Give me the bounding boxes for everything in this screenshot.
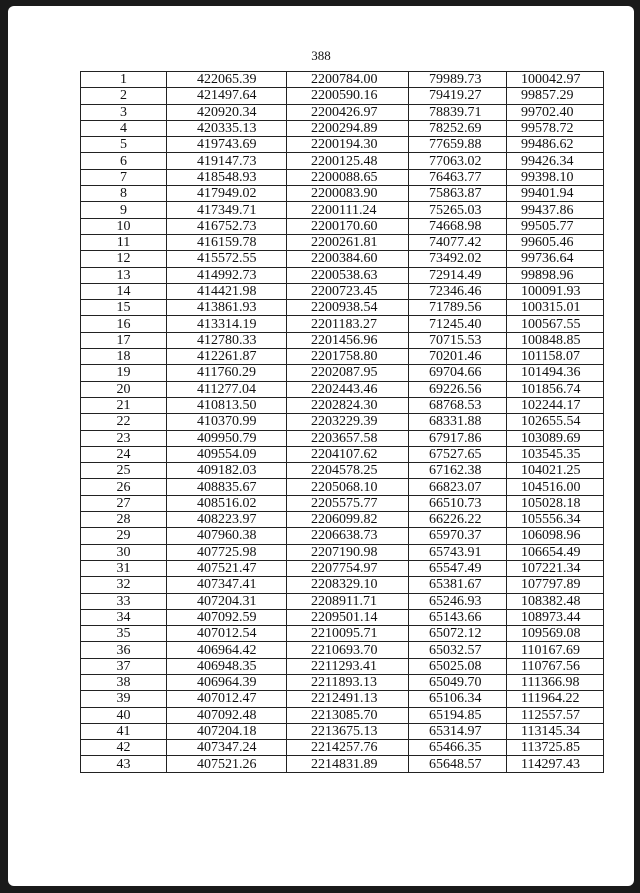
row-number-cell: 3: [81, 104, 167, 120]
value-cell: 99702.40: [507, 104, 604, 120]
value-cell: 69226.56: [409, 381, 507, 397]
table-row: [81, 446, 604, 462]
table-row: [81, 674, 604, 690]
row-number-cell: 31: [81, 560, 167, 576]
row-number-cell: 37: [81, 658, 167, 674]
table-row: [81, 88, 604, 104]
value-cell: 407725.98: [167, 544, 287, 560]
row-number-cell: 4: [81, 120, 167, 136]
table-row: [81, 691, 604, 707]
value-cell: 408835.67: [167, 479, 287, 495]
value-cell: 99505.77: [507, 218, 604, 234]
value-cell: 2200125.48: [287, 153, 409, 169]
row-number-cell: 11: [81, 234, 167, 250]
value-cell: 407204.31: [167, 593, 287, 609]
value-cell: 111964.22: [507, 691, 604, 707]
value-cell: 74077.42: [409, 234, 507, 250]
row-number-cell: 35: [81, 626, 167, 642]
value-cell: 65049.70: [409, 674, 507, 690]
value-cell: 65547.49: [409, 560, 507, 576]
table-row: [81, 707, 604, 723]
value-cell: 75863.87: [409, 186, 507, 202]
value-cell: 416752.73: [167, 218, 287, 234]
value-cell: 407521.26: [167, 756, 287, 772]
table-row: [81, 218, 604, 234]
value-cell: 70715.53: [409, 332, 507, 348]
value-cell: 112557.57: [507, 707, 604, 723]
value-cell: 79419.27: [409, 88, 507, 104]
table-row: [81, 430, 604, 446]
value-cell: 414992.73: [167, 267, 287, 283]
row-number-cell: 12: [81, 251, 167, 267]
value-cell: 2203657.58: [287, 430, 409, 446]
table-row: [81, 300, 604, 316]
value-cell: 102655.54: [507, 414, 604, 430]
value-cell: 99605.46: [507, 234, 604, 250]
value-cell: 103089.69: [507, 430, 604, 446]
value-cell: 2206638.73: [287, 528, 409, 544]
value-cell: 406964.39: [167, 674, 287, 690]
value-cell: 407347.24: [167, 740, 287, 756]
value-cell: 2200083.90: [287, 186, 409, 202]
row-number-cell: 20: [81, 381, 167, 397]
value-cell: 2200088.65: [287, 169, 409, 185]
value-cell: 412780.33: [167, 332, 287, 348]
value-cell: 99486.62: [507, 137, 604, 153]
value-cell: 66823.07: [409, 479, 507, 495]
value-cell: 78252.69: [409, 120, 507, 136]
page-number: 388: [311, 48, 331, 63]
table-row: [81, 658, 604, 674]
table-row: [81, 365, 604, 381]
value-cell: 2214831.89: [287, 756, 409, 772]
data-table: [80, 71, 604, 773]
row-number-cell: 29: [81, 528, 167, 544]
value-cell: 418548.93: [167, 169, 287, 185]
value-cell: 78839.71: [409, 104, 507, 120]
table-row: [81, 104, 604, 120]
value-cell: 2200938.54: [287, 300, 409, 316]
data-table-body: [81, 72, 604, 773]
row-number-cell: 13: [81, 267, 167, 283]
row-number-cell: 25: [81, 463, 167, 479]
value-cell: 2208911.71: [287, 593, 409, 609]
value-cell: 406948.35: [167, 658, 287, 674]
value-cell: 101494.36: [507, 365, 604, 381]
value-cell: 77063.02: [409, 153, 507, 169]
value-cell: 77659.88: [409, 137, 507, 153]
value-cell: 421497.64: [167, 88, 287, 104]
row-number-cell: 39: [81, 691, 167, 707]
value-cell: 99401.94: [507, 186, 604, 202]
value-cell: 109569.08: [507, 626, 604, 642]
value-cell: 407012.54: [167, 626, 287, 642]
value-cell: 72914.49: [409, 267, 507, 283]
row-number-cell: 27: [81, 495, 167, 511]
value-cell: 415572.55: [167, 251, 287, 267]
row-number-cell: 18: [81, 349, 167, 365]
value-cell: 107221.34: [507, 560, 604, 576]
table-row: [81, 202, 604, 218]
value-cell: 2200723.45: [287, 283, 409, 299]
value-cell: 413861.93: [167, 300, 287, 316]
value-cell: 2202087.95: [287, 365, 409, 381]
value-cell: 111366.98: [507, 674, 604, 690]
row-number-cell: 30: [81, 544, 167, 560]
value-cell: 65466.35: [409, 740, 507, 756]
value-cell: 412261.87: [167, 349, 287, 365]
table-row: [81, 316, 604, 332]
table-row: [81, 397, 604, 413]
row-number-cell: 40: [81, 707, 167, 723]
row-number-cell: 38: [81, 674, 167, 690]
table-row: [81, 153, 604, 169]
table-row: [81, 349, 604, 365]
value-cell: 99898.96: [507, 267, 604, 283]
value-cell: 2207190.98: [287, 544, 409, 560]
value-cell: 68768.53: [409, 397, 507, 413]
row-number-cell: 34: [81, 609, 167, 625]
value-cell: 100567.55: [507, 316, 604, 332]
value-cell: 65194.85: [409, 707, 507, 723]
value-cell: 414421.98: [167, 283, 287, 299]
value-cell: 2202824.30: [287, 397, 409, 413]
table-row: [81, 120, 604, 136]
value-cell: 114297.43: [507, 756, 604, 772]
row-number-cell: 16: [81, 316, 167, 332]
value-cell: 407347.41: [167, 577, 287, 593]
row-number-cell: 36: [81, 642, 167, 658]
value-cell: 105556.34: [507, 512, 604, 528]
value-cell: 99578.72: [507, 120, 604, 136]
value-cell: 100091.93: [507, 283, 604, 299]
value-cell: 100848.85: [507, 332, 604, 348]
row-number-cell: 32: [81, 577, 167, 593]
value-cell: 108973.44: [507, 609, 604, 625]
row-number-cell: 42: [81, 740, 167, 756]
table-row: [81, 577, 604, 593]
value-cell: 65648.57: [409, 756, 507, 772]
table-row: [81, 740, 604, 756]
value-cell: 67527.65: [409, 446, 507, 462]
value-cell: 417949.02: [167, 186, 287, 202]
value-cell: 408223.97: [167, 512, 287, 528]
value-cell: 2201183.27: [287, 316, 409, 332]
value-cell: 104516.00: [507, 479, 604, 495]
value-cell: 65106.34: [409, 691, 507, 707]
value-cell: 106654.49: [507, 544, 604, 560]
value-cell: 409554.09: [167, 446, 287, 462]
value-cell: 110767.56: [507, 658, 604, 674]
value-cell: 99437.86: [507, 202, 604, 218]
value-cell: 2203229.39: [287, 414, 409, 430]
value-cell: 107797.89: [507, 577, 604, 593]
value-cell: 71245.40: [409, 316, 507, 332]
value-cell: 70201.46: [409, 349, 507, 365]
value-cell: 411760.29: [167, 365, 287, 381]
value-cell: 2204578.25: [287, 463, 409, 479]
value-cell: 2213085.70: [287, 707, 409, 723]
value-cell: 76463.77: [409, 169, 507, 185]
value-cell: 67917.86: [409, 430, 507, 446]
table-row: [81, 186, 604, 202]
row-number-cell: 23: [81, 430, 167, 446]
table-row: [81, 495, 604, 511]
row-number-cell: 28: [81, 512, 167, 528]
value-cell: 99426.34: [507, 153, 604, 169]
value-cell: 113725.85: [507, 740, 604, 756]
row-number-cell: 19: [81, 365, 167, 381]
value-cell: 69704.66: [409, 365, 507, 381]
row-number-cell: 26: [81, 479, 167, 495]
value-cell: 2210693.70: [287, 642, 409, 658]
row-number-cell: 21: [81, 397, 167, 413]
value-cell: 79989.73: [409, 72, 507, 88]
value-cell: 420335.13: [167, 120, 287, 136]
value-cell: 411277.04: [167, 381, 287, 397]
value-cell: 422065.39: [167, 72, 287, 88]
value-cell: 72346.46: [409, 283, 507, 299]
value-cell: 2200384.60: [287, 251, 409, 267]
row-number-cell: 9: [81, 202, 167, 218]
table-row: [81, 251, 604, 267]
row-number-cell: 7: [81, 169, 167, 185]
value-cell: 66226.22: [409, 512, 507, 528]
table-row: [81, 512, 604, 528]
value-cell: 2201456.96: [287, 332, 409, 348]
value-cell: 67162.38: [409, 463, 507, 479]
table-row: [81, 72, 604, 88]
value-cell: 409182.03: [167, 463, 287, 479]
value-cell: 407960.38: [167, 528, 287, 544]
value-cell: 68331.88: [409, 414, 507, 430]
row-number-cell: 17: [81, 332, 167, 348]
value-cell: 2200784.00: [287, 72, 409, 88]
value-cell: 2211893.13: [287, 674, 409, 690]
table-row: [81, 381, 604, 397]
row-number-cell: 1: [81, 72, 167, 88]
value-cell: 105028.18: [507, 495, 604, 511]
value-cell: 65143.66: [409, 609, 507, 625]
value-cell: 99736.64: [507, 251, 604, 267]
value-cell: 2201758.80: [287, 349, 409, 365]
value-cell: 407204.18: [167, 723, 287, 739]
value-cell: 407092.59: [167, 609, 287, 625]
value-cell: 416159.78: [167, 234, 287, 250]
table-row: [81, 528, 604, 544]
value-cell: 106098.96: [507, 528, 604, 544]
value-cell: 65072.12: [409, 626, 507, 642]
value-cell: 65246.93: [409, 593, 507, 609]
value-cell: 75265.03: [409, 202, 507, 218]
value-cell: 2208329.10: [287, 577, 409, 593]
row-number-cell: 41: [81, 723, 167, 739]
row-number-cell: 15: [81, 300, 167, 316]
table-row: [81, 609, 604, 625]
row-number-cell: 33: [81, 593, 167, 609]
table-row: [81, 137, 604, 153]
value-cell: 104021.25: [507, 463, 604, 479]
value-cell: 410370.99: [167, 414, 287, 430]
row-number-cell: 10: [81, 218, 167, 234]
value-cell: 66510.73: [409, 495, 507, 511]
table-row: [81, 463, 604, 479]
row-number-cell: 8: [81, 186, 167, 202]
row-number-cell: 14: [81, 283, 167, 299]
table-row: [81, 626, 604, 642]
value-cell: 2207754.97: [287, 560, 409, 576]
value-cell: 413314.19: [167, 316, 287, 332]
value-cell: 65314.97: [409, 723, 507, 739]
value-cell: 420920.34: [167, 104, 287, 120]
value-cell: 2213675.13: [287, 723, 409, 739]
value-cell: 65381.67: [409, 577, 507, 593]
table-row: [81, 169, 604, 185]
value-cell: 65970.37: [409, 528, 507, 544]
value-cell: 2204107.62: [287, 446, 409, 462]
value-cell: 99398.10: [507, 169, 604, 185]
value-cell: 100042.97: [507, 72, 604, 88]
value-cell: 406964.42: [167, 642, 287, 658]
value-cell: 113145.34: [507, 723, 604, 739]
value-cell: 2209501.14: [287, 609, 409, 625]
value-cell: 419147.73: [167, 153, 287, 169]
value-cell: 74668.98: [409, 218, 507, 234]
table-row: [81, 756, 604, 772]
value-cell: 2202443.46: [287, 381, 409, 397]
value-cell: 2211293.41: [287, 658, 409, 674]
row-number-cell: 43: [81, 756, 167, 772]
table-row: [81, 642, 604, 658]
table-row: [81, 283, 604, 299]
value-cell: 409950.79: [167, 430, 287, 446]
value-cell: 101856.74: [507, 381, 604, 397]
document-page: [8, 6, 634, 886]
value-cell: 2200170.60: [287, 218, 409, 234]
value-cell: 103545.35: [507, 446, 604, 462]
value-cell: 71789.56: [409, 300, 507, 316]
value-cell: 2200261.81: [287, 234, 409, 250]
table-row: [81, 332, 604, 348]
table-row: [81, 414, 604, 430]
value-cell: 2205575.77: [287, 495, 409, 511]
value-cell: 407521.47: [167, 560, 287, 576]
value-cell: 419743.69: [167, 137, 287, 153]
row-number-cell: 5: [81, 137, 167, 153]
value-cell: 2200111.24: [287, 202, 409, 218]
value-cell: 2205068.10: [287, 479, 409, 495]
value-cell: 65743.91: [409, 544, 507, 560]
value-cell: 108382.48: [507, 593, 604, 609]
table-row: [81, 544, 604, 560]
value-cell: 73492.02: [409, 251, 507, 267]
value-cell: 99857.29: [507, 88, 604, 104]
value-cell: 408516.02: [167, 495, 287, 511]
table-row: [81, 723, 604, 739]
value-cell: 110167.69: [507, 642, 604, 658]
value-cell: 100315.01: [507, 300, 604, 316]
value-cell: 102244.17: [507, 397, 604, 413]
value-cell: 417349.71: [167, 202, 287, 218]
value-cell: 101158.07: [507, 349, 604, 365]
table-row: [81, 593, 604, 609]
value-cell: 2210095.71: [287, 626, 409, 642]
table-row: [81, 234, 604, 250]
value-cell: 2214257.76: [287, 740, 409, 756]
value-cell: 410813.50: [167, 397, 287, 413]
value-cell: 2200294.89: [287, 120, 409, 136]
row-number-cell: 2: [81, 88, 167, 104]
row-number-cell: 24: [81, 446, 167, 462]
value-cell: 2200426.97: [287, 104, 409, 120]
value-cell: 407012.47: [167, 691, 287, 707]
value-cell: 407092.48: [167, 707, 287, 723]
value-cell: 2200194.30: [287, 137, 409, 153]
value-cell: 65025.08: [409, 658, 507, 674]
table-row: [81, 560, 604, 576]
row-number-cell: 6: [81, 153, 167, 169]
value-cell: 2200538.63: [287, 267, 409, 283]
row-number-cell: 22: [81, 414, 167, 430]
table-row: [81, 267, 604, 283]
table-row: [81, 479, 604, 495]
value-cell: 2212491.13: [287, 691, 409, 707]
value-cell: 2200590.16: [287, 88, 409, 104]
value-cell: 65032.57: [409, 642, 507, 658]
value-cell: 2206099.82: [287, 512, 409, 528]
